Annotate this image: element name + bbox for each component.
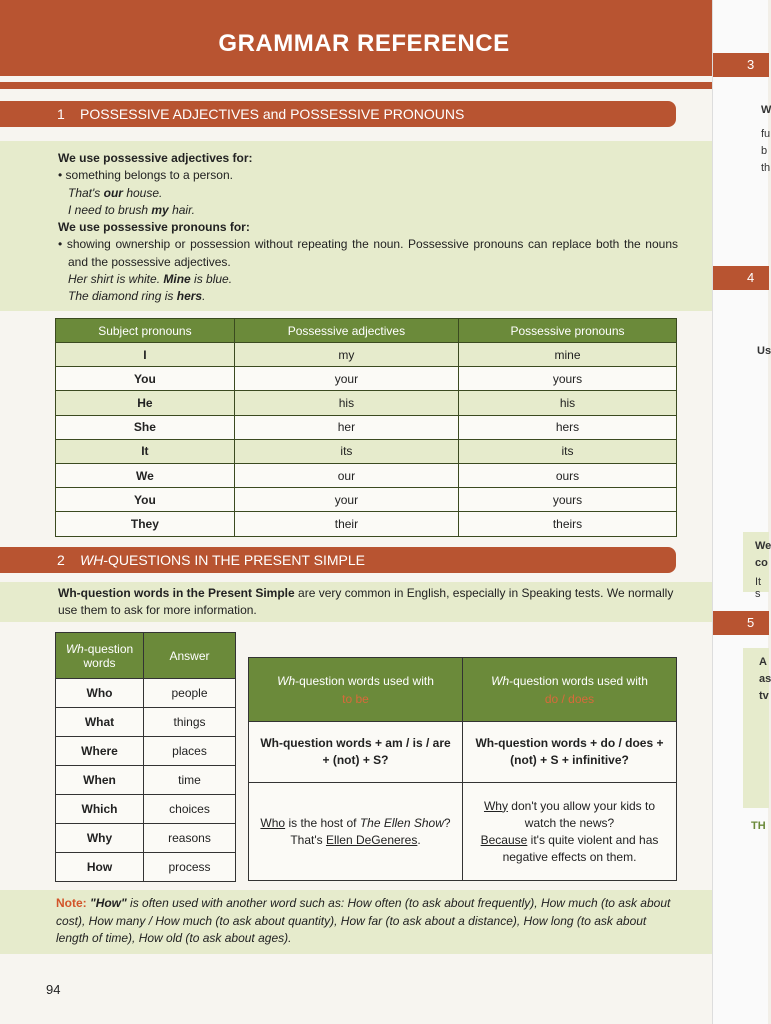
right-page-edge bbox=[712, 0, 771, 1024]
table-row: You your yours bbox=[56, 367, 677, 391]
section-2-number: 2 bbox=[57, 552, 65, 568]
header-stripe bbox=[0, 82, 712, 89]
header-to-be: Wh-question words used with to be bbox=[249, 658, 463, 722]
example-hers: The diamond ring is hers. bbox=[68, 289, 206, 304]
fragment: fu bbox=[761, 128, 771, 140]
fragment: as bbox=[759, 673, 771, 685]
section-2-intro: Wh-question words in the Present Simple are very common in English, especially in Speaking tests. We normally use them to ask for more information. bbox=[58, 586, 674, 618]
header-possessive-pronouns: Possessive pronouns bbox=[459, 319, 677, 343]
section-1-number: 1 bbox=[57, 106, 65, 122]
tab-4: 4 bbox=[713, 266, 769, 290]
note-text: Note: "How" is often used with another word such as: How often (to ask about frequently), How much (to ask about cost), How many / How much (to ask about quantity), How far (to ask about a distance), How long (to ask about length of time), How old (to ask about ages). bbox=[56, 896, 671, 945]
example-my: I need to brush my hair. bbox=[68, 202, 195, 217]
table-row: You your yours bbox=[56, 488, 677, 512]
example-mine: Her shirt is white. Mine is blue. bbox=[68, 272, 233, 287]
fragment: Us bbox=[757, 345, 771, 357]
fragment-box bbox=[743, 648, 769, 808]
section-2-bar bbox=[0, 547, 676, 573]
tab-3: 3 bbox=[713, 53, 769, 77]
table-row: Which choices bbox=[56, 795, 236, 824]
example-our: That's our house. bbox=[68, 185, 163, 200]
fragment: b bbox=[761, 145, 768, 157]
fragment: It s bbox=[755, 576, 762, 600]
table-row: She her hers bbox=[56, 415, 677, 439]
line-possessive-adjectives-heading: We use possessive adjectives for: bbox=[58, 151, 253, 165]
line-bullet-1: • something belongs to a person. bbox=[58, 168, 233, 183]
section-1-bar bbox=[0, 101, 676, 127]
table-row: When time bbox=[56, 766, 236, 795]
table-row bbox=[249, 722, 677, 783]
header-banner bbox=[0, 0, 712, 76]
table-row: Who people bbox=[56, 679, 236, 708]
formula-to-be: Wh-question words + am / is / are + (not) + S? bbox=[249, 722, 463, 783]
fragment: th bbox=[761, 162, 771, 174]
header-do-does: Wh-question words used with do / does bbox=[463, 658, 677, 722]
fragment: We bbox=[755, 540, 771, 552]
table-row: He his his bbox=[56, 391, 677, 415]
header-answer: Answer bbox=[144, 633, 236, 679]
table-row: They their theirs bbox=[56, 512, 677, 536]
fragment: co bbox=[755, 557, 768, 569]
table-row: What things bbox=[56, 708, 236, 737]
header-wh-words: Wh-question words bbox=[56, 633, 144, 679]
fragment: TH bbox=[751, 820, 766, 832]
line-bullet-2: • showing ownership or possession without repeating the noun. Possessive pronouns can replace both the nouns and the possessive adjectives. bbox=[58, 237, 678, 269]
fragment: tv bbox=[759, 690, 769, 702]
wh-words-table bbox=[55, 632, 236, 882]
table-row: How process bbox=[56, 853, 236, 882]
table-row: It its its bbox=[56, 439, 677, 463]
page-number: 94 bbox=[46, 982, 61, 997]
table-row: We our ours bbox=[56, 463, 677, 487]
table-row: I my mine bbox=[56, 343, 677, 367]
pronoun-table bbox=[55, 318, 677, 537]
header-possessive-adjectives: Possessive adjectives bbox=[234, 319, 458, 343]
table-row: Why reasons bbox=[56, 824, 236, 853]
page-title: GRAMMAR REFERENCE bbox=[218, 30, 510, 57]
section-2-title: WH-QUESTIONS IN THE PRESENT SIMPLE bbox=[80, 552, 365, 568]
section-1-explanation bbox=[58, 150, 678, 306]
line-possessive-pronouns-heading: We use possessive pronouns for: bbox=[58, 220, 250, 235]
fragment: W bbox=[761, 104, 771, 116]
header-subject-pronouns: Subject pronouns bbox=[56, 319, 235, 343]
example-to-be: Who is the host of The Ellen Show? That's Ellen DeGeneres. bbox=[249, 783, 463, 881]
tab-5: 5 bbox=[713, 611, 769, 635]
fragment: A bbox=[759, 656, 767, 668]
wh-usage-table bbox=[248, 657, 677, 881]
example-do-does: Why don't you allow your kids to watch the news? Because it's quite violent and has negative effects on them. bbox=[463, 783, 677, 881]
table-row bbox=[249, 783, 677, 881]
formula-do-does: Wh-question words + do / does + (not) + S + infinitive? bbox=[463, 722, 677, 783]
section-1-title: POSSESSIVE ADJECTIVES and POSSESSIVE PRONOUNS bbox=[80, 106, 465, 122]
table-row: Where places bbox=[56, 737, 236, 766]
